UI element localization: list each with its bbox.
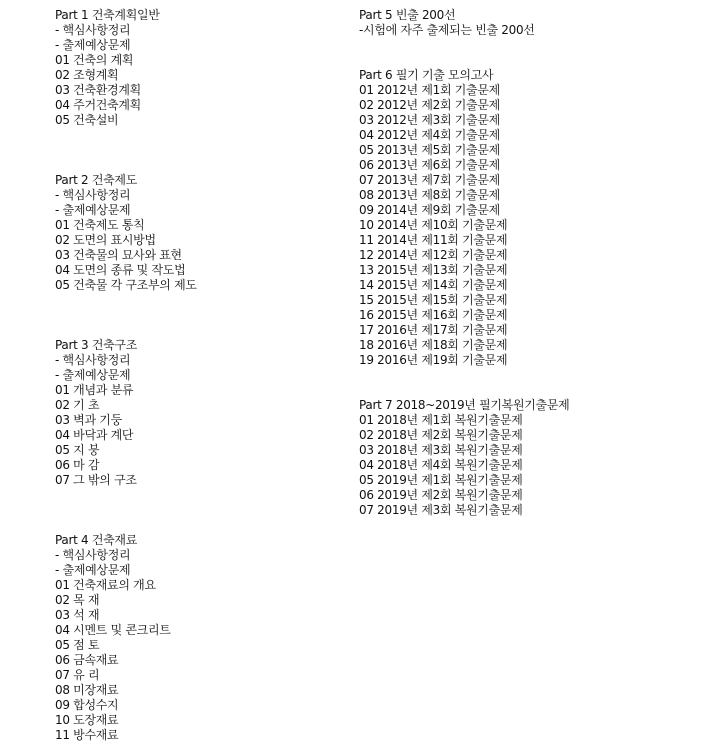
section-title: Part 1 건축계획일반 (55, 8, 160, 22)
toc-item: 02 기 초 (55, 398, 100, 412)
toc-item: 03 벽과 기둥 (55, 413, 122, 427)
toc-item: 02 목 재 (55, 593, 100, 607)
toc-item: 10 2014년 제10회 기출문제 (359, 218, 508, 232)
toc-item: 06 2013년 제6회 기출문제 (359, 158, 500, 172)
toc-item: 02 도면의 표시방법 (55, 233, 156, 247)
toc-item: 08 2013년 제8회 기출문제 (359, 188, 500, 202)
toc-item: 01 개념과 분류 (55, 383, 134, 397)
toc-item: 03 건축물의 묘사와 표현 (55, 248, 182, 262)
toc-item: - 핵심사항정리 (55, 548, 131, 562)
toc-item: 04 바닥과 계단 (55, 428, 134, 442)
toc-item: - 핵심사항정리 (55, 353, 131, 367)
toc-item: 02 2012년 제2회 기출문제 (359, 98, 500, 112)
toc-item: 01 건축재료의 개요 (55, 578, 156, 592)
toc-item: 08 미장재료 (55, 683, 119, 697)
section-part-5 (359, 8, 569, 38)
toc-item: 03 석 재 (55, 608, 100, 622)
toc-item: 11 2014년 제11회 기출문제 (359, 233, 508, 247)
toc-item: - 핵심사항정리 (55, 188, 131, 202)
toc-item: 09 2014년 제9회 기출문제 (359, 203, 500, 217)
toc-item: 04 2012년 제4회 기출문제 (359, 128, 500, 142)
toc-item: 12 2014년 제12회 기출문제 (359, 248, 508, 262)
toc-item: 01 건축의 계획 (55, 53, 134, 67)
toc-item: 17 2016년 제17회 기출문제 (359, 323, 508, 337)
toc-item: 04 주거건축계획 (55, 98, 141, 112)
toc-item: 04 시멘트 및 콘크리트 (55, 623, 171, 637)
toc-item: 07 2013년 제7회 기출문제 (359, 173, 500, 187)
toc-item: 04 2018년 제4회 복원기출문제 (359, 458, 523, 472)
toc-item: 05 2019년 제1회 복원기출문제 (359, 473, 523, 487)
toc-item: 02 조형계획 (55, 68, 119, 82)
toc-item: 10 도장재료 (55, 713, 119, 727)
toc-item: 06 2019년 제2회 복원기출문제 (359, 488, 523, 502)
toc-item: 03 건축환경계획 (55, 83, 141, 97)
section-part-2 (55, 173, 197, 293)
toc-item: 05 건축물 각 구조부의 제도 (55, 278, 197, 292)
toc-item: 19 2016년 제19회 기출문제 (359, 353, 508, 367)
toc-item: - 출제예상문제 (55, 203, 131, 217)
toc-item: 18 2016년 제18회 기출문제 (359, 338, 508, 352)
toc-item: - 출제예상문제 (55, 38, 131, 52)
toc-item: -시험에 자주 출제되는 빈출 200선 (359, 23, 535, 37)
toc-item: 01 2018년 제1회 복원기출문제 (359, 413, 523, 427)
section-title: Part 5 빈출 200선 (359, 8, 456, 22)
toc-item: 02 2018년 제2회 복원기출문제 (359, 428, 523, 442)
toc-item: 03 2018년 제3회 복원기출문제 (359, 443, 523, 457)
toc-item: 16 2015년 제16회 기출문제 (359, 308, 508, 322)
section-part-6 (359, 68, 569, 368)
section-part-1 (55, 8, 197, 128)
toc-item: 11 방수재료 (55, 728, 119, 742)
toc-item: 13 2015년 제13회 기출문제 (359, 263, 508, 277)
toc-item: 05 지 붕 (55, 443, 100, 457)
section-title: Part 2 건축제도 (55, 173, 138, 187)
toc-item: 07 그 밖의 구조 (55, 473, 137, 487)
toc-item: 01 2012년 제1회 기출문제 (359, 83, 500, 97)
toc-item: 07 유 리 (55, 668, 100, 682)
toc-item: 05 건축설비 (55, 113, 119, 127)
toc-item: 04 도면의 종류 및 작도법 (55, 263, 186, 277)
toc-item: 09 합성수지 (55, 698, 119, 712)
toc-item: - 출제예상문제 (55, 563, 131, 577)
toc-item: - 출제예상문제 (55, 368, 131, 382)
toc-item: 07 2019년 제3회 복원기출문제 (359, 503, 523, 517)
toc-item: 05 2013년 제5회 기출문제 (359, 143, 500, 157)
section-title: Part 7 2018~2019년 필기복원기출문제 (359, 398, 570, 412)
toc-item: 01 건축제도 통칙 (55, 218, 145, 232)
toc-item: 14 2015년 제14회 기출문제 (359, 278, 508, 292)
section-part-7 (359, 398, 569, 518)
left-column (55, 8, 197, 743)
right-column (359, 8, 569, 518)
toc-item: - 핵심사항정리 (55, 23, 131, 37)
section-part-3 (55, 338, 197, 488)
section-title: Part 6 필기 기출 모의고사 (359, 68, 494, 82)
toc-item: 06 마 감 (55, 458, 100, 472)
toc-item: 05 점 토 (55, 638, 100, 652)
toc-item: 03 2012년 제3회 기출문제 (359, 113, 500, 127)
section-part-4 (55, 533, 197, 743)
section-title: Part 3 건축구조 (55, 338, 138, 352)
toc-item: 06 금속재료 (55, 653, 119, 667)
section-title: Part 4 건축재료 (55, 533, 138, 547)
toc-item: 15 2015년 제15회 기출문제 (359, 293, 508, 307)
